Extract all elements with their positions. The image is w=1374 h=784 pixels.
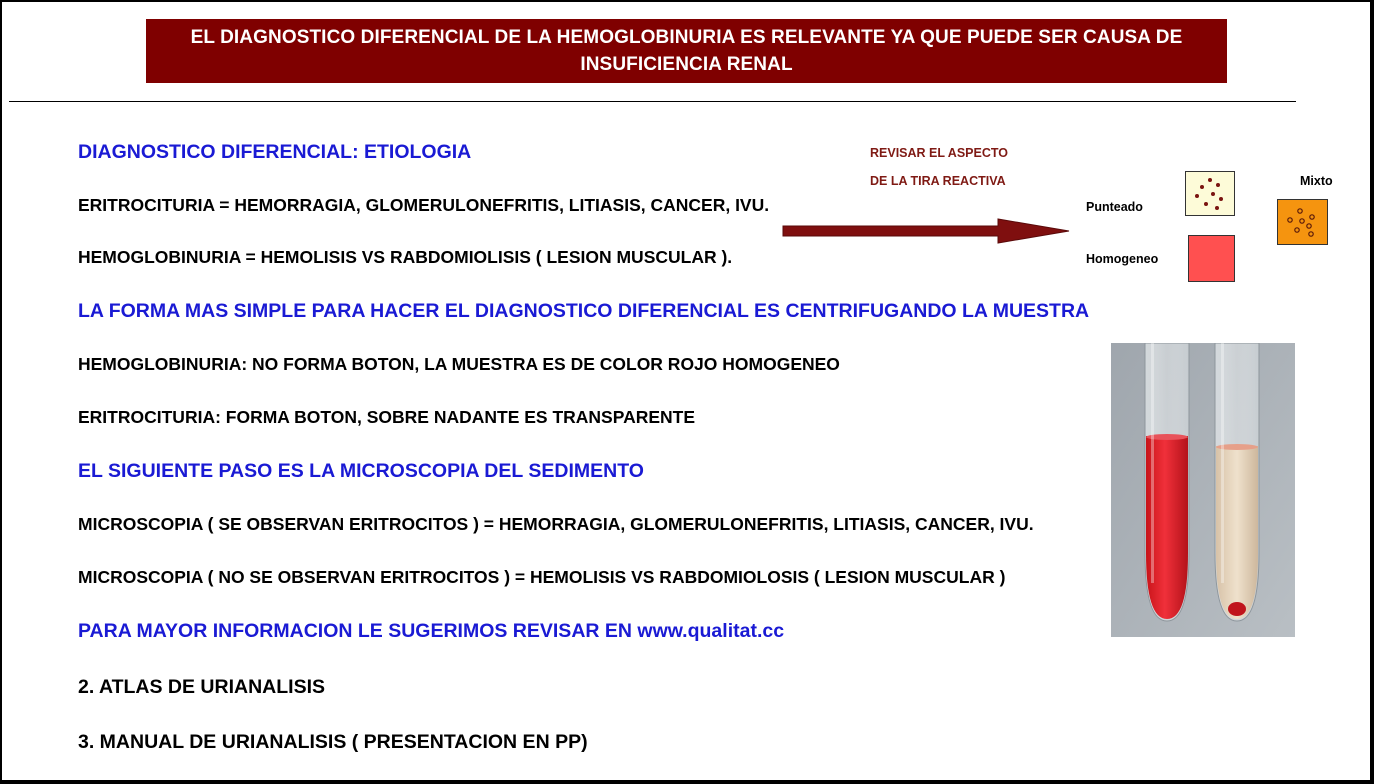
- punteado-swatch: [1185, 171, 1235, 216]
- reference-manual: 3. MANUAL DE URIANALISIS ( PRESENTACION EN PP): [78, 731, 588, 753]
- strip-note-line-1: REVISAR EL ASPECTO: [870, 146, 1008, 160]
- heading-microscopy: EL SIGUIENTE PASO ES LA MICROSCOPIA DEL SEDIMENTO: [78, 460, 644, 482]
- arrow-right-icon: [780, 218, 1072, 244]
- title-banner: [146, 19, 1227, 83]
- heading-etiologia: DIAGNOSTICO DIFERENCIAL: ETIOLOGIA: [78, 141, 472, 163]
- reference-atlas: 2. ATLAS DE URIANALISIS: [78, 676, 326, 698]
- homogeneo-swatch: [1188, 235, 1235, 282]
- divider-rule: [9, 101, 1296, 102]
- test-tubes-photo: [1111, 343, 1295, 637]
- banner-line-1: EL DIAGNOSTICO DIFERENCIAL DE LA HEMOGLOBINURIA ES RELEVANTE YA QUE PUEDE SER CAUSA DE: [190, 27, 1183, 48]
- heading-centrifugation: LA FORMA MAS SIMPLE PARA HACER EL DIAGNOSTICO DIFERENCIAL ES CENTRIFUGANDO LA MUESTRA: [78, 300, 1090, 322]
- more-info-link[interactable]: PARA MAYOR INFORMACION LE SUGERIMOS REVISAR EN www.qualitat.cc: [78, 620, 785, 642]
- microscopy-negative: MICROSCOPIA ( NO SE OBSERVAN ERITROCITOS ) = HEMOLISIS VS RABDOMIOLOSIS ( LESION MUSCULAR ): [78, 567, 1006, 587]
- eritrocituria-result: ERITROCITURIA: FORMA BOTON, SOBRE NADANTE ES TRANSPARENTE: [78, 407, 696, 427]
- mixto-label: Mixto: [1300, 174, 1333, 188]
- punteado-label: Punteado: [1086, 200, 1143, 214]
- mixto-swatch: [1277, 199, 1328, 245]
- eritrocituria-definition: ERITROCITURIA = HEMORRAGIA, GLOMERULONEFRITIS, LITIASIS, CANCER, IVU.: [78, 195, 770, 215]
- hemoglobinuria-definition: HEMOGLOBINURIA = HEMOLISIS VS RABDOMIOLISIS ( LESION MUSCULAR ).: [78, 247, 733, 267]
- strip-note-line-2: DE LA TIRA REACTIVA: [870, 174, 1006, 188]
- homogeneo-label: Homogeneo: [1086, 252, 1159, 266]
- microscopy-positive: MICROSCOPIA ( SE OBSERVAN ERITROCITOS ) = HEMORRAGIA, GLOMERULONEFRITIS, LITIASIS, CANCER, IVU.: [78, 514, 1034, 534]
- banner-line-2: INSUFICIENCIA RENAL: [580, 54, 793, 75]
- hemoglobinuria-result: HEMOGLOBINURIA: NO FORMA BOTON, LA MUESTRA ES DE COLOR ROJO HOMOGENEO: [78, 354, 840, 374]
